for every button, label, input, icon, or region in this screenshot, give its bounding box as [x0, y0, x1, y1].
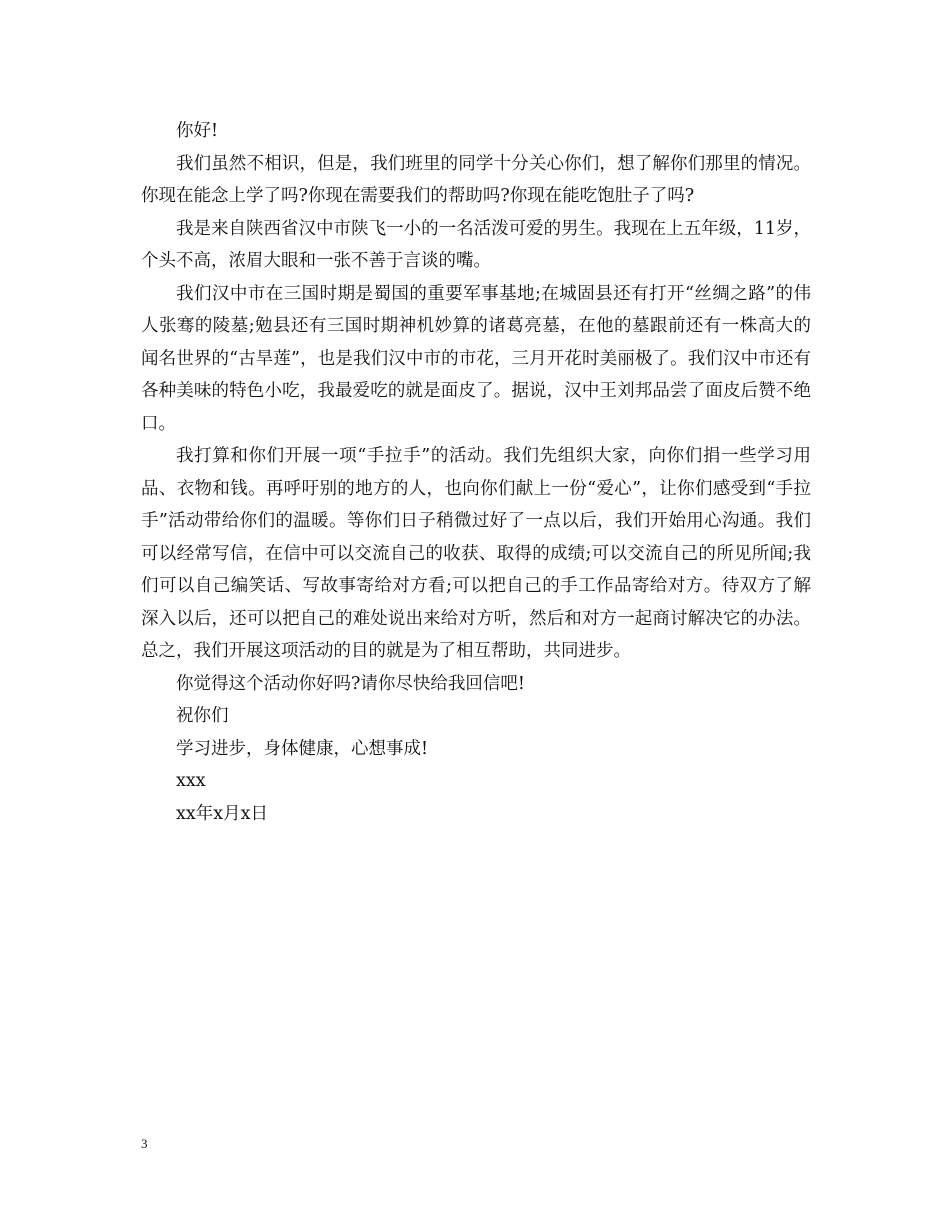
letter-body [141, 115, 811, 830]
letter-paragraph-2: 我是来自陕西省汉中市陕飞一小的一名活泼可爱的男生。我现在上五年级，11岁，个头不高，浓眉大眼和一张不善于言谈的嘴。 [141, 218, 811, 271]
letter-wish: 学习进步，身体健康，心想事成! [176, 738, 429, 759]
page-number: 3 [141, 1136, 148, 1151]
letter-paragraph-4: 我打算和你们开展一项“手拉手”的活动。我们先组织大家，向你们捐一些学习用品、衣物和钱。再呼吁别的地方的人，也向你们献上一份“爱心”，让你们感受到“手拉手”活动带给你们的温暖。等你们日子稍微过好了一点以后，我们开始用心沟通。我们可以经常写信，在信中可以交流自己的收获、取得的成绩;可以交流自己的所见所闻;我们可以自己编笑话、写故事寄给对方看;可以把自己的手工作品寄给对方。待双方了解深入以后，还可以把自己的难处说出来给对方听，然后和对方一起商讨解决它的办法。总之，我们开展这项活动的目的就是为了相互帮助，共同进步。 [141, 446, 811, 661]
letter-paragraph-1: 我们虽然不相识，但是，我们班里的同学十分关心你们，想了解你们那里的情况。你现在能念上学了吗?你现在需要我们的帮助吗?你现在能吃饱肚子了吗? [141, 153, 811, 206]
letter-signature: xxx [176, 771, 206, 791]
letter-date: xx年x月x日 [176, 803, 268, 824]
letter-greeting: 你好! [176, 121, 219, 141]
letter-paragraph-5: 你觉得这个活动你好吗?请你尽快给我回信吧! [176, 673, 525, 694]
letter-paragraph-3: 我们汉中市在三国时期是蜀国的重要军事基地;在城固县还有打开“丝绸之路”的伟人张骞的陵墓;勉县还有三国时期神机妙算的诸葛亮墓，在他的墓跟前还有一株高大的闻名世界的“古旱莲”，也是我们汉中市的市花，三月开花时美丽极了。我们汉中市还有各种美味的特色小吃，我最爱吃的就是面皮了。据说，汉中王刘邦品尝了面皮后赞不绝口。 [141, 283, 811, 434]
letter-closing: 祝你们 [176, 706, 229, 726]
